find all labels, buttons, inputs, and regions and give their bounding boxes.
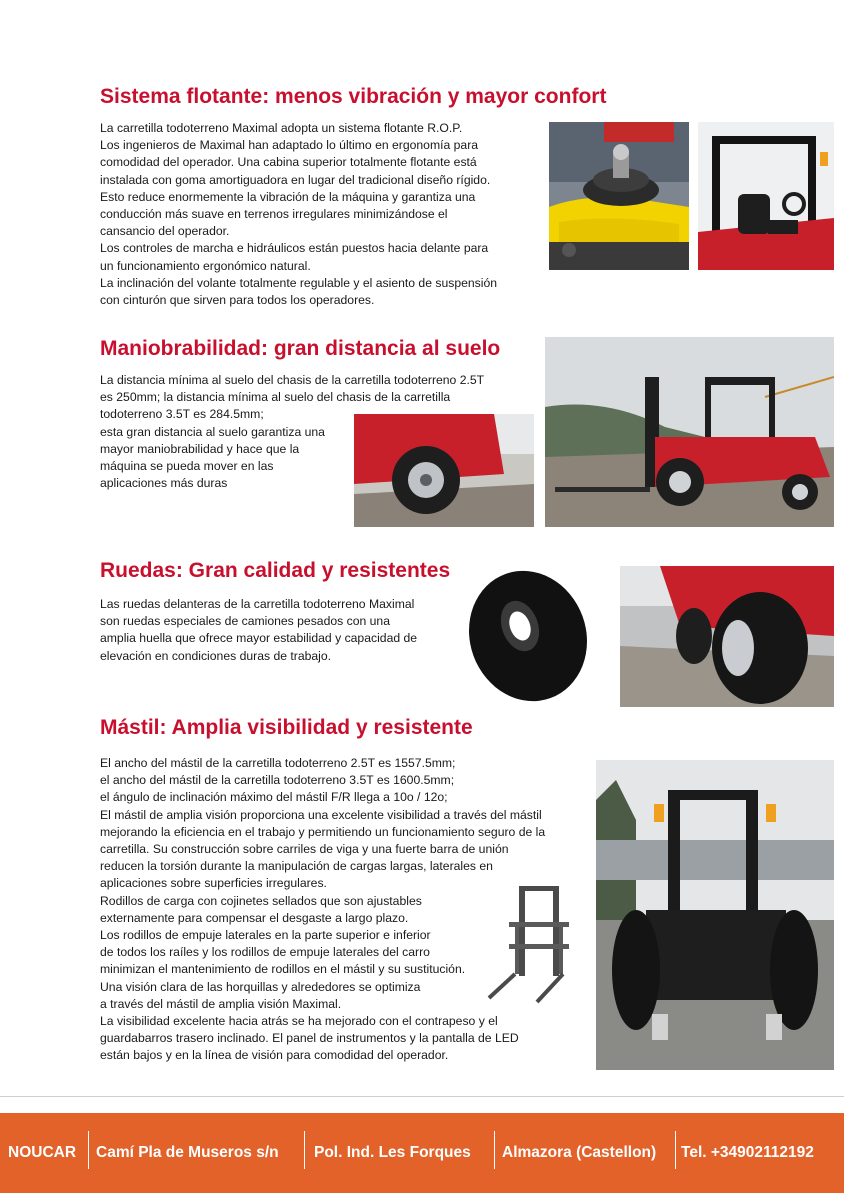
footer-phone: Tel. +34902112192 xyxy=(681,1144,814,1161)
text-line: El mástil de amplia visión proporciona una excelente visibilidad a través del mástil xyxy=(100,807,542,822)
footer-separator xyxy=(494,1131,495,1169)
text-line: todoterreno 3.5T es 284.5mm; xyxy=(100,407,264,422)
text-line: Esto reduce enormemente la vibración de la máquina y garantiza una xyxy=(100,189,476,204)
footer-separator xyxy=(675,1131,676,1169)
text-line: máquina se pueda mover en las xyxy=(100,459,274,474)
footer-company: NOUCAR xyxy=(8,1144,77,1161)
footer-divider xyxy=(0,1096,844,1097)
text-line: de todos los raíles y los rodillos de empuje laterales del carro xyxy=(100,945,430,960)
text-line: conducción más suave en terrenos irregulares minimizándose el xyxy=(100,207,448,222)
text-line: Rodillos de carga con cojinetes sellados que son ajustables xyxy=(100,893,422,908)
section-text-floating xyxy=(100,120,497,309)
text-line: La carretilla todoterreno Maximal adopta un sistema flotante R.O.P. xyxy=(100,121,463,135)
text-line: carretilla. Su construcción sobre carriles de viga y una fuerte barra de unión xyxy=(100,842,509,857)
text-line: comodidad del operador. Una cabina superior totalmente flotante está xyxy=(100,155,477,170)
footer-separator xyxy=(304,1131,305,1169)
text-line: están bajos y en la línea de visión para comodidad del operador. xyxy=(100,1048,449,1063)
section-title-maneuver: Maniobrabilidad: gran distancia al suelo xyxy=(100,337,501,360)
text-line: esta gran distancia al suelo garantiza una xyxy=(100,424,325,439)
text-line: Los rodillos de empuje laterales en la parte superior e inferior xyxy=(100,928,431,943)
text-line: aplicaciones más duras xyxy=(100,476,228,491)
text-line: externamente para compensar el desgaste a largo plazo. xyxy=(100,910,409,925)
text-line: La distancia mínima al suelo del chasis de la carretilla todoterreno 2.5T xyxy=(100,373,485,387)
text-line: guardabarros trasero inclinado. El panel de instrumentos y la pantalla de LED xyxy=(100,1031,519,1046)
text-line: El ancho del mástil de la carretilla todoterreno 2.5T es 1557.5mm; xyxy=(100,756,456,770)
text-line: aplicaciones sobre superficies irregulares. xyxy=(100,876,327,891)
mast-diagram xyxy=(485,882,585,1007)
chassis-clearance-photo xyxy=(354,414,534,527)
footer-industrial-park: Pol. Ind. Les Forques xyxy=(314,1144,471,1161)
text-line: el ángulo de inclinación máximo del mástil F/R llega a 10o / 12o; xyxy=(100,790,448,805)
text-line: Las ruedas delanteras de la carretilla todoterreno Maximal xyxy=(100,597,415,611)
text-line: Los ingenieros de Maximal han adaptado lo último en ergonomía para xyxy=(100,138,479,153)
section-title-mast: Mástil: Amplia visibilidad y resistente xyxy=(100,716,473,739)
text-line: mejorando la eficiencia en el trabajo y permitiendo un funcionamiento seguro de la xyxy=(100,824,546,839)
footer-separator xyxy=(88,1131,89,1169)
text-line: amplia huella que ofrece mayor estabilidad y capacidad de xyxy=(100,631,418,646)
text-line: es 250mm; la distancia mínima al suelo del chasis de la carretilla xyxy=(100,390,451,405)
text-line: Los controles de marcha e hidráulicos están puestos hacia delante para xyxy=(100,241,489,256)
footer-address: Camí Pla de Museros s/n xyxy=(96,1144,279,1161)
text-line: cansancio del operador. xyxy=(100,224,230,239)
section-title-floating: Sistema flotante: menos vibración y mayor confort xyxy=(100,85,607,108)
text-line: son ruedas especiales de camiones pesados con una xyxy=(100,614,390,629)
text-line: un funcionamiento ergonómico natural. xyxy=(100,258,311,273)
text-line: el ancho del mástil de la carretilla todoterreno 3.5T es 1600.5mm; xyxy=(100,773,455,788)
text-line: La inclinación del volante totalmente regulable y el asiento de suspensión xyxy=(100,275,498,290)
forklift-hillside-photo xyxy=(545,337,834,527)
text-line: reducen la torsión durante la manipulación de cargas largas, laterales en xyxy=(100,859,493,874)
section-title-wheels: Ruedas: Gran calidad y resistentes xyxy=(100,559,451,582)
text-line: instalada con goma amortiguadora en lugar del tradicional diseño rígido. xyxy=(100,172,491,187)
footer-city: Almazora (Castellon) xyxy=(502,1144,657,1161)
text-line: a través del mástil de amplia visión Maximal. xyxy=(100,996,342,1011)
section-text-wheels xyxy=(100,596,417,665)
text-line: mayor maniobrabilidad y hace que la xyxy=(100,441,300,456)
floating-mount-photo xyxy=(549,122,689,270)
forklift-front-photo xyxy=(596,760,834,1070)
text-line: La visibilidad excelente hacia atrás se ha mejorado con el contrapeso y el xyxy=(100,1014,498,1029)
text-line: Una visión clara de las horquillas y alrededores se optimiza xyxy=(100,979,421,994)
wheel-closeup-photo xyxy=(620,566,834,707)
operator-cabin-photo xyxy=(698,122,834,270)
section-text-mast xyxy=(100,755,545,1065)
tire-photo xyxy=(458,566,598,706)
text-line: elevación en condiciones duras de trabajo. xyxy=(100,648,332,663)
text-line: con cinturón que sirven para todos los operadores. xyxy=(100,293,375,308)
text-line: minimizan el mantenimiento de rodillos en el mástil y su sustitución. xyxy=(100,962,466,977)
footer-bar xyxy=(0,1113,844,1193)
